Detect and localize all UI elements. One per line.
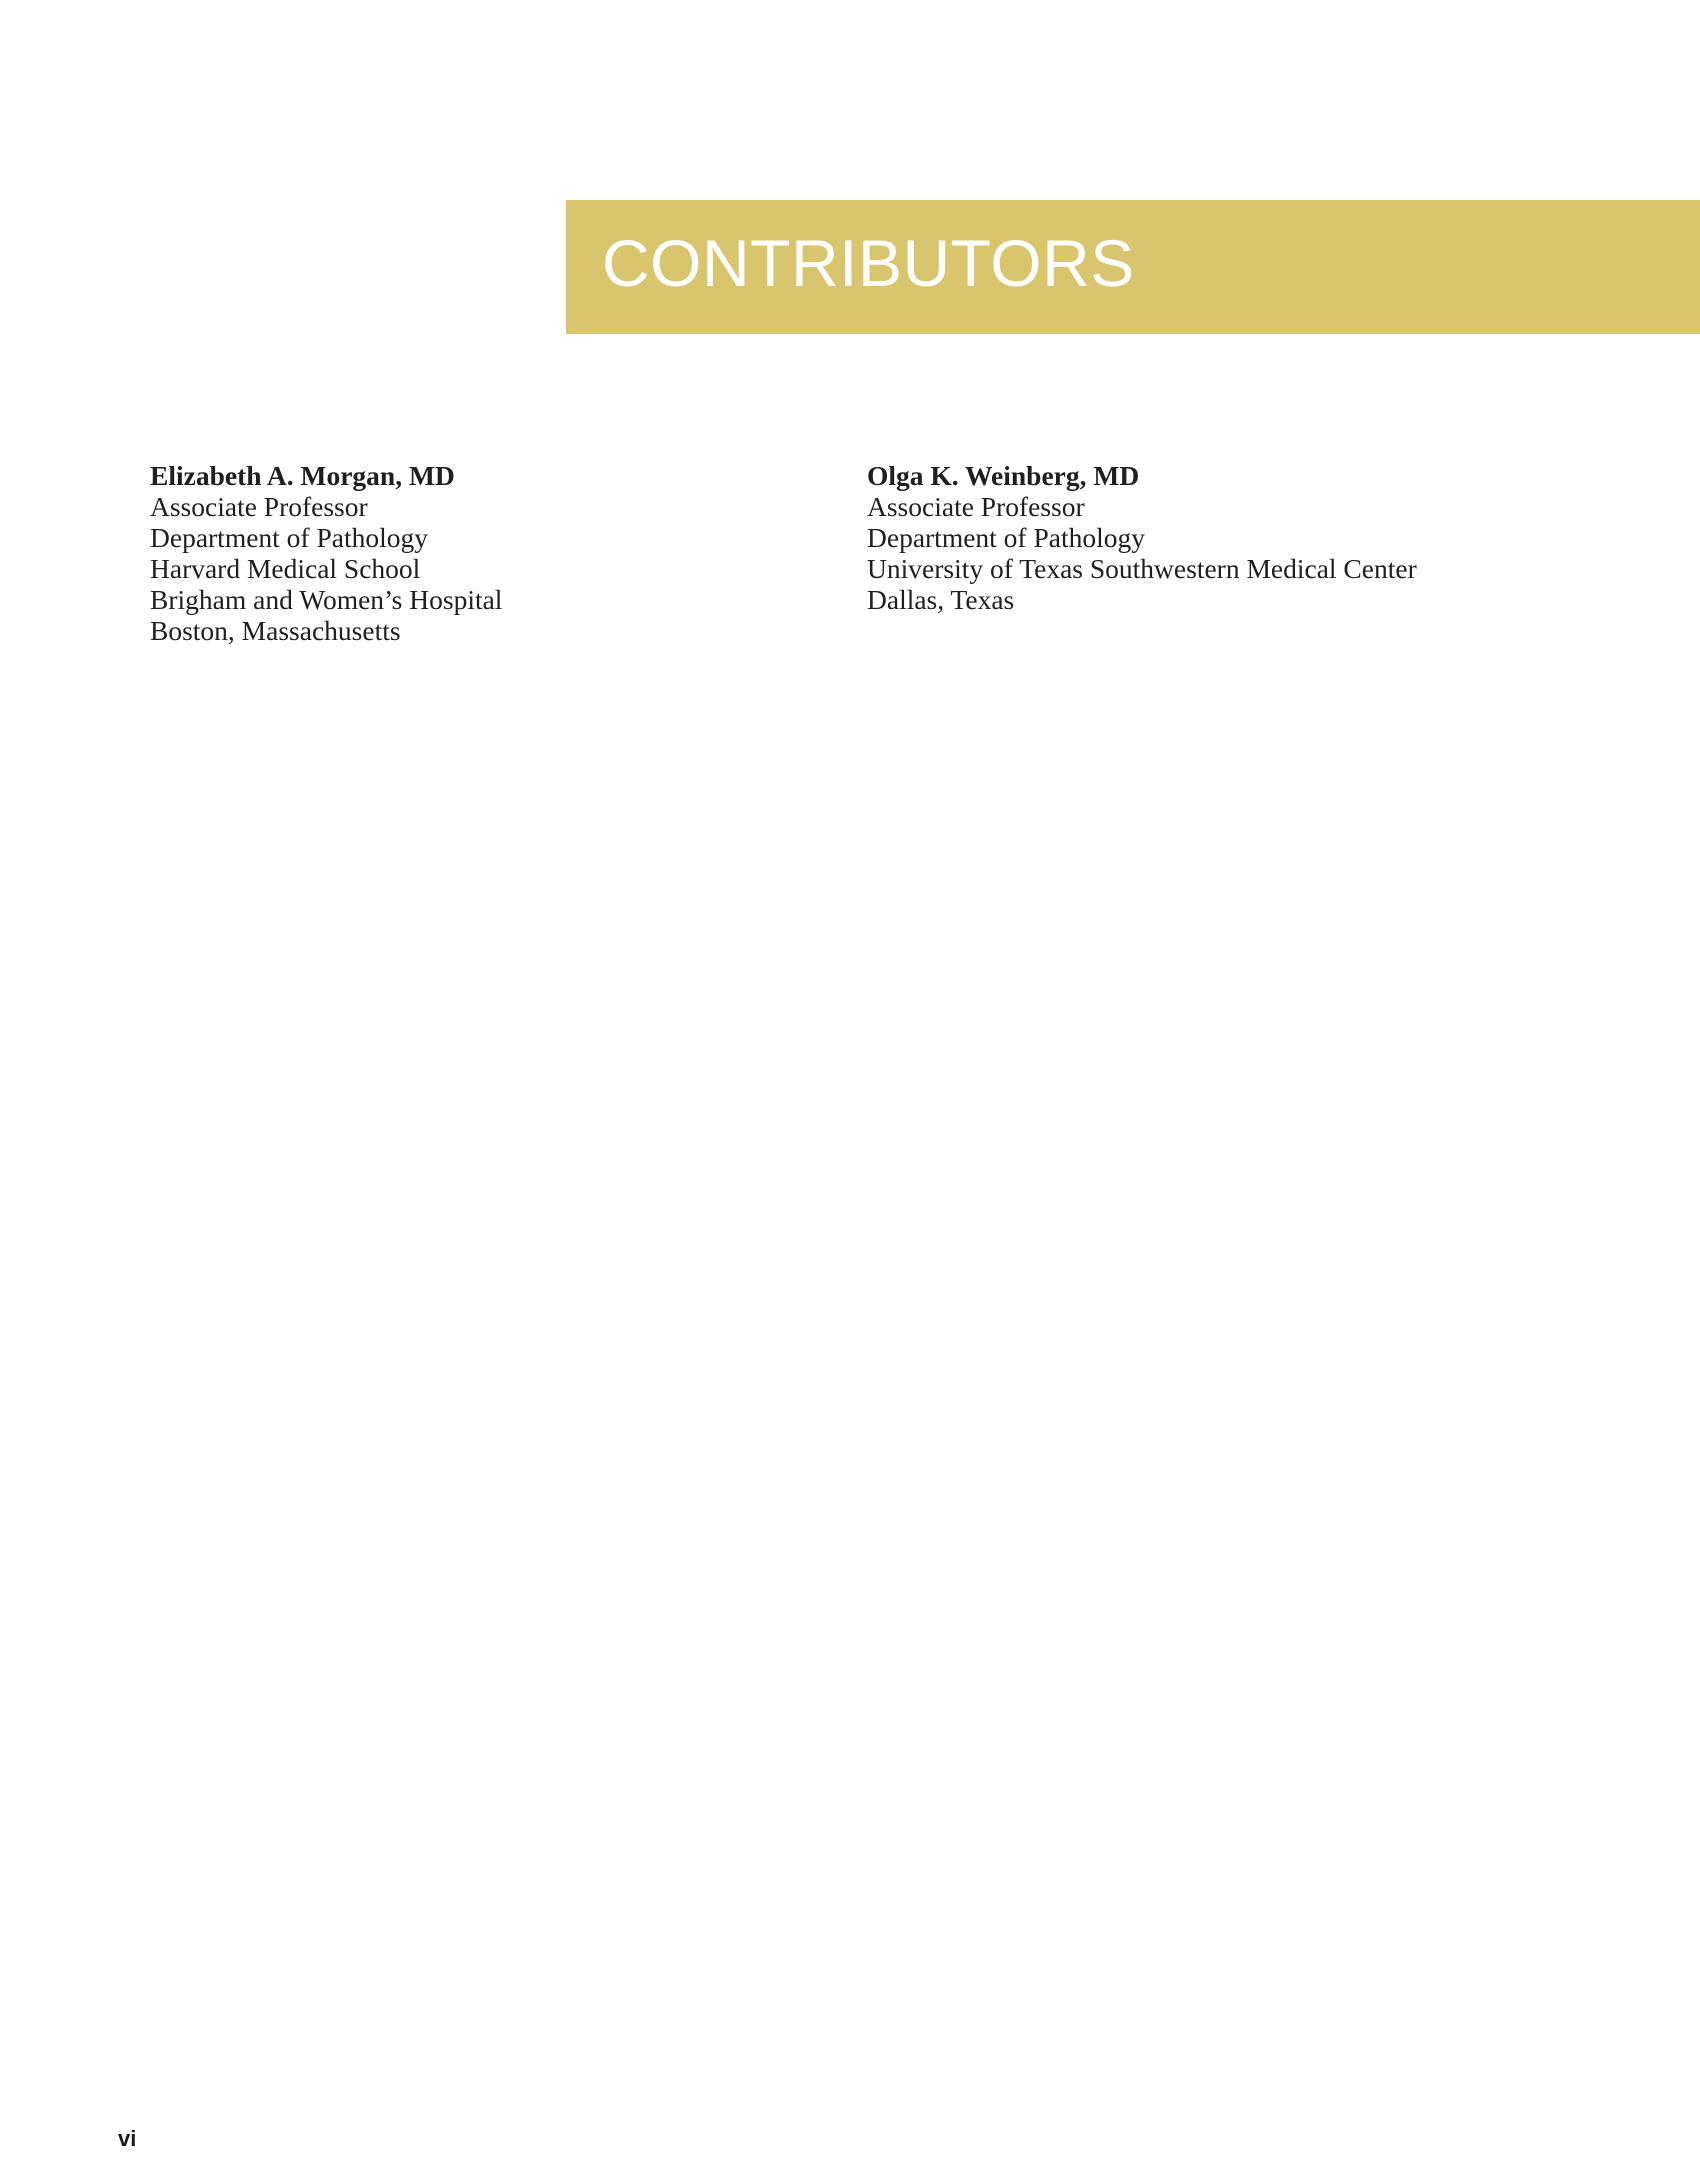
contributor-location: Dallas, Texas (867, 584, 1015, 615)
contributor-department: Department of Pathology (150, 522, 428, 553)
contributor-department: Department of Pathology (867, 522, 1145, 553)
contributor-hospital: Brigham and Women’s Hospital (150, 584, 503, 615)
contributor-institution: Harvard Medical School (150, 553, 421, 584)
header-band (566, 200, 1700, 334)
contributor-name: Olga K. Weinberg, MD (867, 460, 1140, 491)
contributor-location: Boston, Massachusetts (150, 615, 401, 646)
contributor-title: Associate Professor (150, 491, 368, 522)
contributor-entry-weinberg (867, 460, 1647, 615)
page-title: CONTRIBUTORS (602, 226, 1135, 300)
contributor-name: Elizabeth A. Morgan, MD (150, 460, 455, 491)
contributor-title: Associate Professor (867, 491, 1085, 522)
contributor-entry-morgan (150, 460, 800, 646)
contributor-institution: University of Texas Southwestern Medical Center (867, 553, 1417, 584)
page-number: vi (118, 2126, 137, 2151)
